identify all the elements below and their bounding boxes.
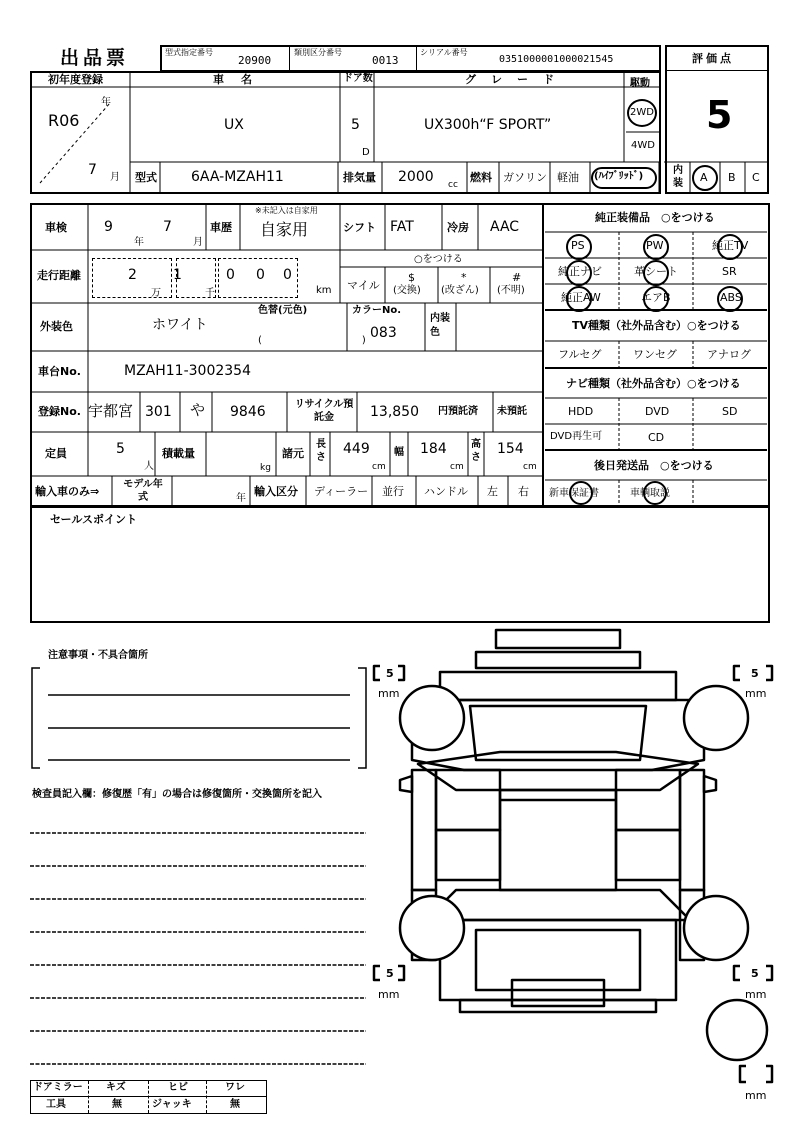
break-label: ワレ	[225, 1082, 245, 1093]
equip-airbag[interactable]: エアB	[641, 291, 671, 304]
mileage-unknown-sub: (不明)	[497, 285, 525, 296]
inspection-label: 車検	[45, 221, 67, 234]
reg-label: 登録No.	[38, 405, 81, 418]
handle-left[interactable]: 左	[487, 485, 498, 498]
later-manual[interactable]: 車輌取説	[630, 488, 670, 499]
first-reg-label: 初年度登録	[48, 73, 103, 86]
mileage-altered[interactable]: *	[461, 271, 467, 284]
jack-label: ジャッキ	[152, 1099, 192, 1110]
mileage-digit-4: 0	[256, 267, 265, 283]
recycle-label: リサイクル預託金	[294, 399, 354, 423]
reg-kana: や	[190, 401, 206, 419]
height-value: 154	[497, 441, 524, 457]
mileage-exchange-sub: (交換)	[393, 285, 421, 296]
import-type-label: 輸入区分	[254, 485, 298, 498]
later-warranty[interactable]: 新車保証書	[549, 488, 599, 499]
history-note: ※未記入は自家用	[255, 206, 318, 215]
equip-tv[interactable]: 純正TV	[712, 239, 749, 252]
equip-navi[interactable]: 純正ナビ	[558, 265, 602, 278]
capacity-unit: 人	[144, 461, 154, 472]
repaint-paren: ( )	[258, 335, 366, 346]
model-designation-label: 型式指定番号	[165, 48, 213, 57]
load-unit: kg	[260, 463, 271, 473]
fuel-label: 燃料	[470, 171, 492, 184]
tools-value: 無	[112, 1099, 122, 1110]
scratch-label: キズ	[106, 1082, 126, 1093]
dims-label: 諸元	[282, 447, 304, 460]
fuel-hybrid[interactable]: (ﾊｲﾌﾞﾘｯﾄﾞ)	[594, 171, 644, 182]
door-type: D	[362, 147, 370, 158]
tire-rr-unit: mm	[745, 988, 767, 1001]
sales-point-label: セールスポイント	[50, 513, 138, 526]
color-label: 外装色	[40, 320, 73, 333]
tv-oneseg[interactable]: ワンセグ	[633, 348, 677, 361]
mileage-mile[interactable]: マイル	[347, 279, 380, 292]
interior-a[interactable]: A	[700, 171, 708, 184]
category-value: 0013	[372, 54, 399, 67]
inspection-month: 7	[163, 219, 172, 235]
reg-class: 301	[145, 404, 172, 420]
chassis-value: MZAH11-3002354	[124, 363, 251, 379]
capacity-label: 定員	[45, 447, 67, 460]
color-no-label: カラーNo.	[352, 305, 402, 316]
crack-label: ヒビ	[168, 1082, 188, 1093]
tv-title: TV種類（社外品含む）○をつける	[572, 319, 741, 332]
length-unit: cm	[372, 462, 386, 472]
inspector-label: 検査員記入欄：修復歴「有」の場合は修復箇所・交換箇所を記入	[32, 789, 322, 800]
grade-label: グ レ ー ド	[465, 73, 556, 86]
interior-label: 内装	[673, 165, 683, 189]
doors-label: ドア数	[343, 73, 373, 84]
year-unit: 年	[101, 97, 111, 108]
tire-fl-unit: mm	[378, 687, 400, 700]
fuel-gasoline[interactable]: ガソリン	[503, 171, 547, 184]
tire-fr: 5	[751, 667, 759, 680]
displacement-value: 2000	[398, 169, 434, 185]
width-label: 幅	[394, 447, 404, 458]
equip-abs[interactable]: ABS	[720, 291, 742, 304]
tire-rl-unit: mm	[378, 988, 400, 1001]
inspection-year-unit: 年	[134, 237, 144, 248]
mileage-digit-2: 1	[173, 267, 182, 283]
reg-place: 宇都宮	[88, 402, 134, 420]
history-value: 自家用	[260, 220, 309, 239]
recycle-amount: 13,850	[370, 404, 419, 420]
handle-right[interactable]: 右	[518, 485, 529, 498]
load-label: 積載量	[162, 447, 195, 460]
jack-value: 無	[230, 1099, 240, 1110]
color-value: ホワイト	[152, 317, 208, 333]
import-parallel[interactable]: 並行	[382, 485, 404, 498]
serial-value: 0351000001000021545	[499, 54, 614, 65]
equip-leather[interactable]: 革シート	[634, 265, 678, 278]
drive-2wd[interactable]: 2WD	[630, 107, 654, 118]
height-label: 高さ	[471, 439, 481, 463]
score-value: 5	[706, 93, 733, 137]
fuel-diesel[interactable]: 軽油	[557, 171, 579, 184]
inspection-year: 9	[104, 219, 113, 235]
history-label: 車歴	[210, 221, 232, 234]
equip-pw[interactable]: PW	[646, 239, 664, 252]
tv-fullseg[interactable]: フルセグ	[558, 348, 602, 361]
mileage-km-unit: km	[316, 285, 332, 296]
notes-label: 注意事項・不具合箇所	[48, 650, 148, 661]
car-name-value: UX	[224, 117, 244, 133]
tire-fr-unit: mm	[745, 687, 767, 700]
navi-cd[interactable]: CD	[648, 431, 665, 444]
equip-aw[interactable]: 純正AW	[561, 291, 601, 304]
int-color-label: 内装色	[430, 313, 450, 338]
navi-sd[interactable]: SD	[722, 405, 738, 418]
import-label: 輸入車のみ⇒	[35, 485, 100, 498]
equip-sr[interactable]: SR	[722, 265, 737, 278]
width-unit: cm	[450, 462, 464, 472]
navi-title: ナビ種類（社外品含む）○をつける	[566, 377, 741, 390]
tire-rl: 5	[386, 967, 394, 980]
navi-dvd[interactable]: DVD	[645, 405, 670, 418]
drive-4wd[interactable]: 4WD	[631, 140, 655, 151]
reg-number: 9846	[230, 404, 266, 420]
displacement-label: 排気量	[343, 171, 376, 184]
mileage-altered-sub: (改ざん)	[441, 285, 479, 296]
length-label: 長さ	[316, 439, 326, 463]
serial-label: シリアル番号	[420, 48, 468, 57]
later-title: 後日発送品 ○をつける	[594, 459, 714, 472]
interior-b[interactable]: B	[728, 171, 736, 184]
car-name-label: 車 名	[213, 73, 255, 86]
interior-c[interactable]: C	[752, 171, 760, 184]
tools-label: 工具	[46, 1099, 66, 1110]
mileage-unknown[interactable]: #	[512, 271, 522, 284]
tire-fl: 5	[386, 667, 394, 680]
model-value: 6AA-MZAH11	[191, 169, 284, 185]
ac-label: 冷房	[447, 221, 469, 234]
repaint-label: 色替(元色)	[258, 305, 308, 316]
ac-value: AAC	[490, 219, 520, 235]
mileage-man-unit: 万	[151, 288, 161, 299]
first-reg-era: R06	[48, 111, 80, 130]
doors-value: 5	[351, 117, 360, 133]
color-no-value: 083	[370, 325, 397, 341]
length-value: 449	[343, 441, 370, 457]
width-value: 184	[420, 441, 447, 457]
drive-label: 駆動	[630, 78, 650, 89]
model-designation-value: 20900	[238, 54, 272, 67]
category-label: 類別区分番号	[294, 48, 342, 57]
form-title: 出品票	[60, 47, 130, 69]
month-unit: 月	[110, 172, 120, 183]
height-unit: cm	[523, 462, 537, 472]
first-reg-month: 7	[88, 162, 97, 178]
handle-label: ハンドル	[424, 485, 468, 498]
equipment-title: 純正装備品 ○をつける	[595, 211, 715, 224]
navi-hdd[interactable]: HDD	[568, 405, 594, 418]
tv-analog[interactable]: アナログ	[707, 348, 751, 361]
tire-spare-unit: mm	[745, 1089, 767, 1102]
cc-unit: cc	[448, 180, 458, 190]
chassis-label: 車台No.	[38, 365, 81, 378]
model-label: 型式	[135, 171, 157, 184]
capacity-value: 5	[116, 441, 125, 457]
shift-value: FAT	[390, 219, 414, 235]
mirror-label: ドアミラー	[33, 1082, 83, 1093]
mileage-digit-5: 0	[283, 267, 292, 283]
shift-label: シフト	[343, 221, 376, 234]
recycle-not[interactable]: 未預託	[497, 406, 527, 417]
equip-ps[interactable]: PS	[571, 239, 585, 252]
navi-dvd-play[interactable]: DVD再生可	[550, 431, 603, 442]
mileage-sen-unit: 千	[205, 288, 215, 299]
model-year-label: モデル年式	[123, 479, 163, 503]
import-dealer[interactable]: ディーラー	[314, 485, 369, 498]
tire-rr: 5	[751, 967, 759, 980]
mileage-label: 走行距離	[37, 269, 81, 282]
score-label: 評価点	[692, 52, 734, 65]
model-year-unit: 年	[236, 493, 246, 504]
mileage-digit-3: 0	[226, 267, 235, 283]
grade-value: UX300h“F SPORT”	[424, 117, 552, 133]
inspection-month-unit: 月	[193, 237, 203, 248]
recycle-status[interactable]: 円預託済	[438, 406, 478, 417]
mileage-exchange[interactable]: $	[408, 271, 415, 284]
mileage-circle-note: ○をつける	[414, 254, 463, 265]
mileage-digit-1: 2	[128, 267, 137, 283]
